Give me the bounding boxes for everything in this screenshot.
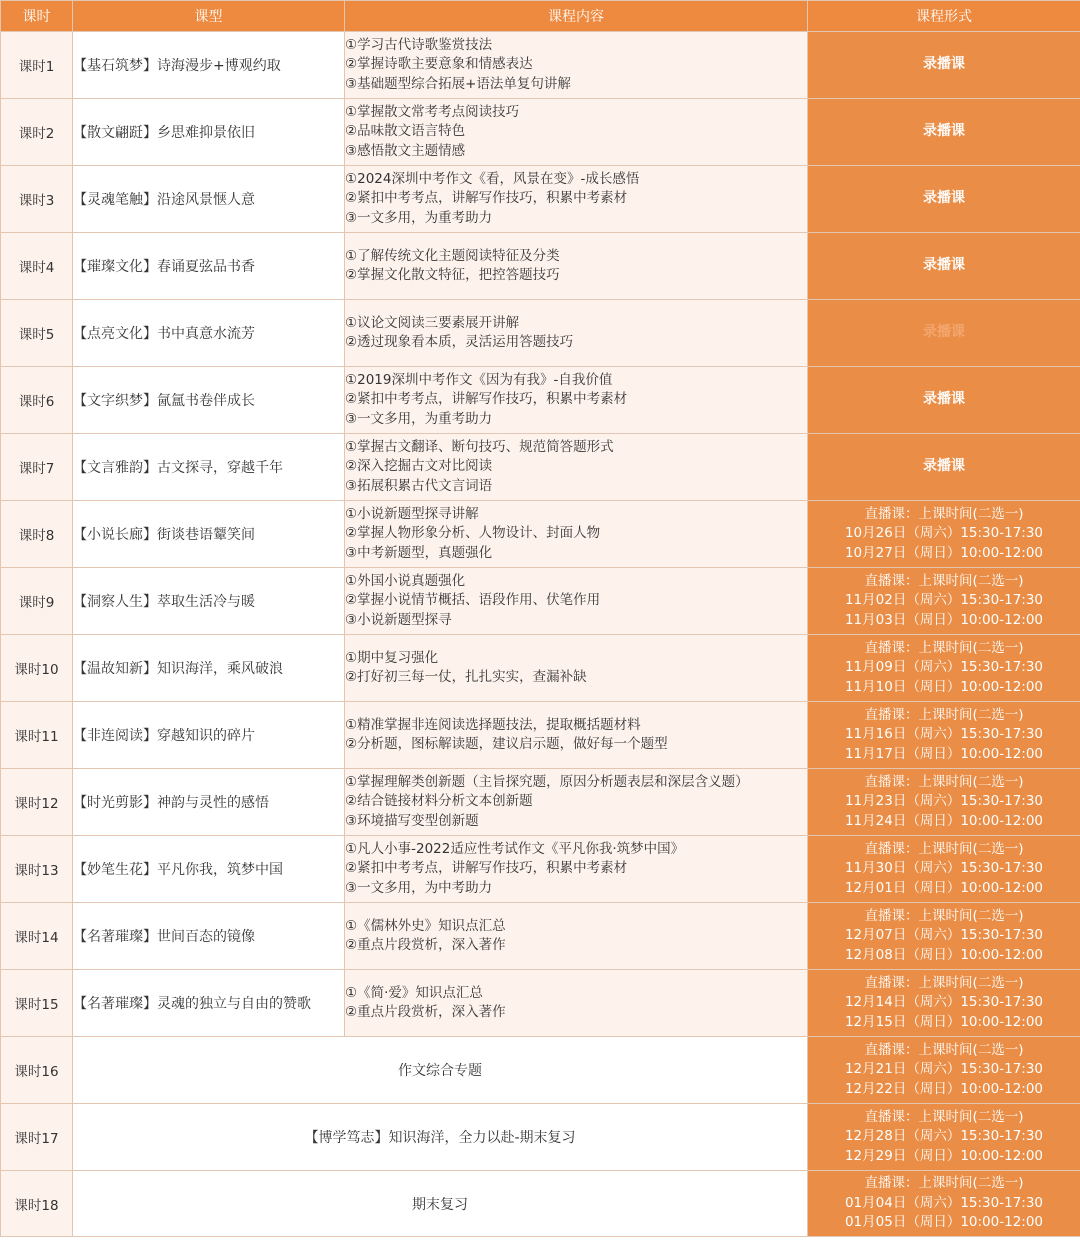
course-type-cell: 【洞察人生】萃取生活冷与暖 (73, 568, 345, 635)
live-course-line: 12月28日（周六）15:30-17:30 (844, 1128, 1044, 1145)
content-line: ②重点片段赏析，深入著作 (345, 937, 506, 953)
content-line: ②掌握小说情节概括、语段作用、伏笔作用 (345, 592, 601, 609)
recorded-course-label: 录播课 (923, 391, 965, 408)
content-line: ③中考新题型，真题强化 (345, 544, 493, 561)
course-content-cell (345, 836, 808, 903)
table-row (1, 1171, 1080, 1237)
table-body (1, 32, 1080, 1237)
content-line: ②分析题，图标解读题，建议启示题，做好每一个题型 (345, 736, 668, 752)
content-line: ①学习古代诗歌鉴赏技法 (345, 36, 493, 53)
live-course-line: 10月26日（周六）15:30-17:30 (844, 525, 1044, 542)
content-line: ②紧扣中考考点，讲解写作技巧，积累中考素材 (345, 860, 628, 877)
live-course-line: 12月15日（周日）10:00-12:00 (844, 1013, 1044, 1030)
content-line: ①议论文阅读三要素展开讲解 (345, 314, 520, 331)
table-row (1, 99, 1080, 166)
merged-topic-cell: 【博学笃志】知识海洋，全力以赴-期末复习 (73, 1104, 808, 1171)
table-row (1, 970, 1080, 1037)
live-course-line: 11月17日（周日）10:00-12:00 (844, 745, 1044, 762)
content-line: ③一文多用，为重考助力 (345, 209, 493, 226)
header-format: 课程形式 (808, 1, 1080, 32)
live-course-line: 直播课：上课时间(二选一) (864, 1175, 1024, 1192)
course-type-cell: 【文字织梦】氤氲书卷伴成长 (73, 367, 345, 434)
table-row (1, 702, 1080, 769)
live-course-line: 11月16日（周六）15:30-17:30 (844, 726, 1044, 743)
content-line: ①掌握古文翻译、断句技巧、规范简答题形式 (345, 438, 614, 455)
live-course-line: 10月27日（周日）10:00-12:00 (844, 544, 1044, 561)
merged-topic-cell: 作文综合专题 (73, 1037, 808, 1104)
content-line: ②重点片段赏析，深入著作 (345, 1004, 506, 1020)
content-line: ①小说新题型探寻讲解 (345, 505, 479, 522)
live-course-line: 11月09日（周六）15:30-17:30 (844, 659, 1044, 676)
course-type-cell: 【妙笔生花】平凡你我，筑梦中国 (73, 836, 345, 903)
lesson-cell: 课时12 (1, 769, 73, 836)
course-format-cell (808, 769, 1080, 836)
live-course-line: 01月05日（周日）10:00-12:00 (844, 1214, 1044, 1231)
lesson-cell: 课时17 (1, 1104, 73, 1171)
table-row (1, 166, 1080, 233)
lesson-cell: 课时10 (1, 635, 73, 702)
recorded-course-label: 录播课 (923, 190, 965, 207)
lesson-cell: 课时15 (1, 970, 73, 1037)
course-format-cell (808, 903, 1080, 970)
content-line: ③拓展积累古代文言词语 (345, 477, 493, 494)
lesson-cell: 课时13 (1, 836, 73, 903)
table-row (1, 300, 1080, 367)
course-content-cell (345, 32, 808, 99)
content-line: ②透过现象看本质，灵活运用答题技巧 (345, 334, 574, 350)
lesson-cell: 课时7 (1, 434, 73, 501)
content-line: ①期中复习强化 (345, 649, 439, 666)
live-course-line: 12月01日（周日）10:00-12:00 (844, 879, 1044, 896)
content-line: ①外国小说真题强化 (345, 572, 466, 589)
live-course-line: 12月07日（周六）15:30-17:30 (844, 927, 1044, 944)
content-line: ②紧扣中考考点，讲解写作技巧，积累中考素材 (345, 190, 628, 207)
live-course-line: 11月30日（周六）15:30-17:30 (844, 860, 1044, 877)
course-format-cell (808, 568, 1080, 635)
content-line: ①掌握理解类创新题（主旨探究题，原因分析题表层和深层含义题） (345, 773, 749, 790)
merged-topic-cell: 期末复习 (73, 1171, 808, 1237)
course-format-cell (808, 166, 1080, 233)
live-course-line: 直播课：上课时间(二选一) (864, 974, 1024, 991)
header-row (1, 1, 1080, 32)
live-course-line: 直播课：上课时间(二选一) (864, 505, 1024, 522)
course-format-cell (808, 233, 1080, 300)
course-type-cell: 【点亮文化】书中真意水流芳 (73, 300, 345, 367)
content-line: ①凡人小事-2022适应性考试作文《平凡你我·筑梦中国》 (345, 840, 685, 857)
course-format-cell (808, 970, 1080, 1037)
content-line: ②掌握文化散文特征，把控答题技巧 (345, 267, 560, 283)
lesson-cell: 课时2 (1, 99, 73, 166)
course-type-cell: 【灵魂笔触】沿途风景惬人意 (73, 166, 345, 233)
course-format-cell (808, 300, 1080, 367)
course-type-cell: 【名著璀璨】灵魂的独立与自由的赞歌 (73, 970, 345, 1037)
lesson-cell: 课时14 (1, 903, 73, 970)
course-content-cell (345, 501, 808, 568)
live-course-line: 11月10日（周日）10:00-12:00 (844, 678, 1044, 695)
live-course-line: 直播课：上课时间(二选一) (864, 907, 1024, 924)
live-course-line: 12月14日（周六）15:30-17:30 (844, 994, 1044, 1011)
course-format-cell (808, 1104, 1080, 1171)
content-line: ②深入挖掘古文对比阅读 (345, 458, 493, 475)
course-type-cell: 【温故知新】知识海洋，乘风破浪 (73, 635, 345, 702)
course-format-cell (808, 702, 1080, 769)
table-row (1, 501, 1080, 568)
content-line: ③小说新题型探寻 (345, 611, 452, 628)
content-line: ①了解传统文化主题阅读特征及分类 (345, 247, 560, 264)
course-format-cell (808, 1037, 1080, 1104)
course-format-cell (808, 501, 1080, 568)
live-course-line: 直播课：上课时间(二选一) (864, 1108, 1024, 1125)
lesson-cell: 课时9 (1, 568, 73, 635)
course-format-cell (808, 836, 1080, 903)
live-course-line: 11月24日（周日）10:00-12:00 (844, 812, 1044, 829)
live-course-line: 直播课：上课时间(二选一) (864, 773, 1024, 790)
content-line: ②品味散文语言特色 (345, 123, 466, 140)
course-content-cell (345, 769, 808, 836)
course-format-cell (808, 99, 1080, 166)
course-format-cell (808, 635, 1080, 702)
lesson-cell: 课时18 (1, 1171, 73, 1237)
live-course-line: 01月04日（周六）15:30-17:30 (844, 1194, 1044, 1211)
course-type-cell: 【璀璨文化】春诵夏弦品书香 (73, 233, 345, 300)
course-content-cell (345, 635, 808, 702)
live-course-line: 直播课：上课时间(二选一) (864, 1041, 1024, 1058)
table-row (1, 434, 1080, 501)
content-line: ①2024深圳中考作文《看，风景在变》-成长感悟 (345, 170, 640, 187)
table-row (1, 836, 1080, 903)
course-content-cell (345, 970, 808, 1037)
content-line: ③一文多用，为中考助力 (345, 879, 493, 896)
table-row (1, 903, 1080, 970)
live-course-line: 直播课：上课时间(二选一) (864, 639, 1024, 656)
live-course-line: 12月22日（周日）10:00-12:00 (844, 1080, 1044, 1097)
content-line: ①《简·爱》知识点汇总 (345, 984, 483, 1001)
content-line: ③感悟散文主题情感 (345, 142, 466, 159)
table-row (1, 367, 1080, 434)
lesson-cell: 课时4 (1, 233, 73, 300)
header-content: 课程内容 (345, 1, 808, 32)
recorded-course-label: 录播课 (923, 324, 965, 341)
course-content-cell (345, 233, 808, 300)
lesson-cell: 课时5 (1, 300, 73, 367)
course-type-cell: 【散文翩跹】乡思难抑景依旧 (73, 99, 345, 166)
content-line: ①《儒林外史》知识点汇总 (345, 917, 506, 934)
course-content-cell (345, 903, 808, 970)
live-course-line: 11月23日（周六）15:30-17:30 (844, 793, 1044, 810)
table-row (1, 769, 1080, 836)
course-format-cell (808, 1171, 1080, 1237)
course-type-cell: 【基石筑梦】诗海漫步+博观约取 (73, 32, 345, 99)
lesson-cell: 课时3 (1, 166, 73, 233)
content-line: ②紧扣中考考点，讲解写作技巧，积累中考素材 (345, 391, 628, 408)
course-content-cell (345, 702, 808, 769)
course-content-cell (345, 434, 808, 501)
live-course-line: 直播课：上课时间(二选一) (864, 840, 1024, 857)
course-type-cell: 【时光剪影】神韵与灵性的感悟 (73, 769, 345, 836)
course-type-cell: 【小说长廊】街谈巷语颦笑间 (73, 501, 345, 568)
content-line: ②掌握人物形象分析、人物设计、封面人物 (345, 525, 601, 542)
course-content-cell (345, 367, 808, 434)
course-content-cell (345, 568, 808, 635)
header-lesson: 课时 (1, 1, 73, 32)
course-type-cell: 【文言雅韵】古文探寻，穿越千年 (73, 434, 345, 501)
lesson-cell: 课时8 (1, 501, 73, 568)
content-line: ③基础题型综合拓展+语法单复句讲解 (345, 75, 571, 92)
course-content-cell (345, 300, 808, 367)
live-course-line: 直播课：上课时间(二选一) (864, 706, 1024, 723)
course-type-cell: 【名著璀璨】世间百态的镜像 (73, 903, 345, 970)
content-line: ①2019深圳中考作文《因为有我》-自我价值 (345, 371, 613, 388)
course-content-cell (345, 166, 808, 233)
course-format-cell (808, 32, 1080, 99)
live-course-line: 12月29日（周日）10:00-12:00 (844, 1147, 1044, 1164)
recorded-course-label: 录播课 (923, 458, 965, 475)
live-course-line: 12月08日（周日）10:00-12:00 (844, 946, 1044, 963)
live-course-line: 直播课：上课时间(二选一) (864, 572, 1024, 589)
lesson-cell: 课时11 (1, 702, 73, 769)
content-line: ②打好初三每一仗，扎扎实实，查漏补缺 (345, 669, 587, 685)
live-course-line: 11月02日（周六）15:30-17:30 (844, 592, 1044, 609)
table-row (1, 233, 1080, 300)
lesson-cell: 课时16 (1, 1037, 73, 1104)
content-line: ③一文多用，为重考助力 (345, 410, 493, 427)
course-format-cell (808, 434, 1080, 501)
course-content-cell (345, 99, 808, 166)
content-line: ③环境描写变型创新题 (345, 812, 479, 829)
lesson-cell: 课时1 (1, 32, 73, 99)
content-line: ①掌握散文常考考点阅读技巧 (345, 103, 520, 120)
recorded-course-label: 录播课 (923, 56, 965, 73)
live-course-line: 11月03日（周日）10:00-12:00 (844, 611, 1044, 628)
course-format-cell (808, 367, 1080, 434)
recorded-course-label: 录播课 (923, 123, 965, 140)
header-type: 课型 (73, 1, 345, 32)
lesson-cell: 课时6 (1, 367, 73, 434)
content-line: ①精准掌握非连阅读选择题技法，提取概括题材料 (345, 716, 641, 733)
table-row (1, 1104, 1080, 1171)
table-row (1, 635, 1080, 702)
content-line: ②掌握诗歌主要意象和情感表达 (345, 56, 533, 73)
table-row (1, 1037, 1080, 1104)
live-course-line: 12月21日（周六）15:30-17:30 (844, 1061, 1044, 1078)
content-line: ②结合链接材料分析文本创新题 (345, 793, 533, 810)
course-type-cell: 【非连阅读】穿越知识的碎片 (73, 702, 345, 769)
recorded-course-label: 录播课 (923, 257, 965, 274)
table-row (1, 32, 1080, 99)
table-row (1, 568, 1080, 635)
